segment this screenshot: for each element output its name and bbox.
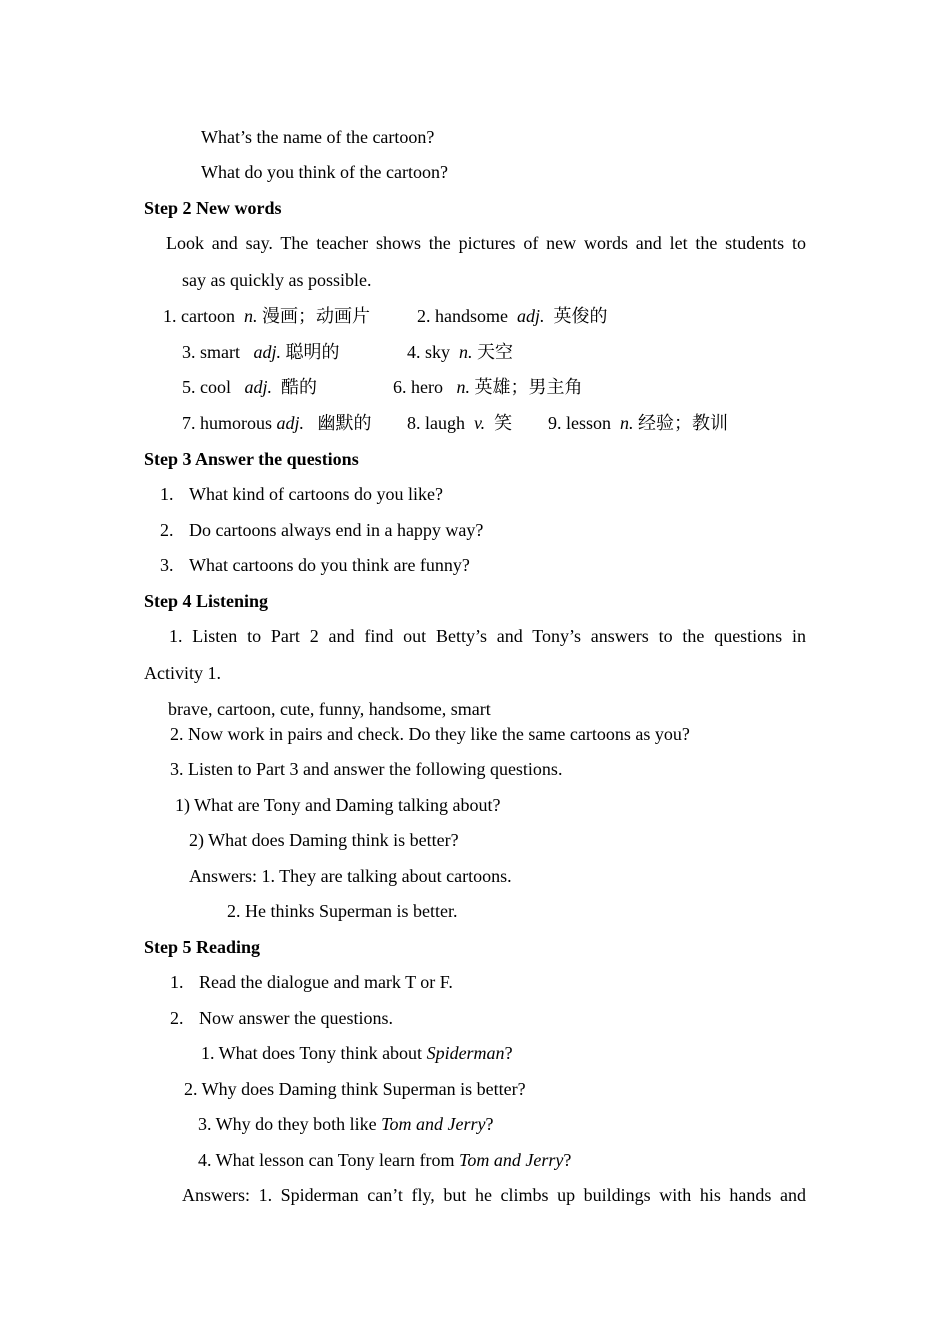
- list-item: Read the dialogue and mark T or F.: [199, 972, 453, 992]
- vocab-meaning: 英俊的: [553, 306, 608, 326]
- list-item-number: 3.: [160, 555, 174, 575]
- vocab-meaning: 英雄；男主角: [474, 377, 583, 397]
- vocab-item: [548, 412, 728, 434]
- step5-question-4: [198, 1149, 571, 1171]
- step5-question-1: [201, 1042, 513, 1064]
- step4-sub-question-1: 1) What are Tony and Daming talking about?: [175, 795, 501, 815]
- vocab-pos: adj.: [276, 413, 305, 433]
- vocab-word: 2. handsome: [417, 306, 508, 326]
- question-text: 1. What does Tony think about: [201, 1043, 427, 1063]
- step4-answer-1: Answers: 1. They are talking about cartoons.: [189, 866, 512, 886]
- list-item-number: 2.: [160, 520, 174, 540]
- step5-answers-line: Answers: 1. Spiderman can’t fly, but he climbs up buildings with his hands and: [182, 1185, 806, 1205]
- vocab-word: 4. sky: [407, 342, 451, 362]
- vocab-word: 9. lesson: [548, 413, 611, 433]
- vocab-meaning: 笑: [494, 413, 513, 433]
- intro-question-1: What’s the name of the cartoon?: [201, 127, 435, 147]
- cartoon-title: Tom and Jerry: [459, 1150, 564, 1170]
- step2-instruction-line-2: say as quickly as possible.: [182, 270, 372, 290]
- list-item: What cartoons do you think are funny?: [189, 555, 470, 575]
- vocab-item: [393, 376, 582, 398]
- vocab-pos: adj.: [253, 342, 282, 362]
- vocab-word: 5. cool: [182, 377, 231, 397]
- word-bank: brave, cartoon, cute, funny, handsome, smart: [168, 699, 491, 719]
- vocab-item: [407, 412, 512, 434]
- vocab-pos: v.: [474, 413, 486, 433]
- step4-task1-line-2: Activity 1.: [144, 663, 221, 683]
- question-mark: ?: [504, 1043, 513, 1063]
- vocab-meaning: 聪明的: [285, 342, 340, 362]
- question-mark: ?: [485, 1114, 494, 1134]
- vocab-item: [163, 305, 370, 327]
- step4-heading: Step 4 Listening: [144, 591, 269, 611]
- vocab-item: [182, 376, 317, 398]
- vocab-meaning: 漫画；动画片: [261, 306, 370, 326]
- step5-heading: Step 5 Reading: [144, 937, 261, 957]
- step4-task2: 2. Now work in pairs and check. Do they like the same cartoons as you?: [170, 724, 690, 744]
- step4-task1-line-1: 1. Listen to Part 2 and find out Betty’s and Tony’s answers to the questions in: [169, 626, 806, 646]
- cartoon-title: Tom and Jerry: [381, 1114, 486, 1134]
- vocab-pos: n.: [456, 377, 470, 397]
- list-item: Now answer the questions.: [199, 1008, 393, 1028]
- step4-sub-question-2: 2) What does Daming think is better?: [189, 830, 459, 850]
- vocab-item: [407, 341, 513, 363]
- step2-heading: Step 2 New words: [144, 198, 282, 218]
- vocab-item: [417, 305, 608, 327]
- step3-heading: Step 3 Answer the questions: [144, 449, 359, 469]
- vocab-word: 7. humorous: [182, 413, 272, 433]
- list-item-number: 1.: [160, 484, 174, 504]
- vocab-word: 3. smart: [182, 342, 240, 362]
- question-mark: ?: [563, 1150, 572, 1170]
- cartoon-title: Spiderman: [426, 1043, 505, 1063]
- list-item: What kind of cartoons do you like?: [189, 484, 443, 504]
- vocab-meaning: 幽默的: [317, 413, 372, 433]
- vocab-meaning: 酷的: [281, 377, 318, 397]
- vocab-meaning: 天空: [477, 342, 514, 362]
- vocab-pos: adj.: [244, 377, 273, 397]
- question-text: 4. What lesson can Tony learn from: [198, 1150, 460, 1170]
- list-item-number: 1.: [170, 972, 184, 992]
- vocab-pos: n.: [620, 413, 634, 433]
- vocab-pos: n.: [243, 306, 258, 326]
- vocab-item: [182, 341, 340, 363]
- vocab-word: 1. cartoon: [163, 306, 235, 326]
- step5-question-2: 2. Why does Daming think Superman is better?: [184, 1079, 526, 1099]
- vocab-word: 8. laugh: [407, 413, 465, 433]
- vocab-pos: adj.: [516, 306, 545, 326]
- list-item-number: 2.: [170, 1008, 184, 1028]
- vocab-item: [182, 412, 372, 434]
- vocab-pos: n.: [459, 342, 473, 362]
- question-text: 3. Why do they both like: [198, 1114, 382, 1134]
- step5-question-3: [198, 1113, 494, 1135]
- step4-task3: 3. Listen to Part 3 and answer the following questions.: [170, 759, 563, 779]
- step4-answer-2: 2. He thinks Superman is better.: [227, 901, 458, 921]
- list-item: Do cartoons always end in a happy way?: [189, 520, 484, 540]
- intro-question-2: What do you think of the cartoon?: [201, 162, 448, 182]
- vocab-meaning: 经验；教训: [638, 413, 728, 433]
- vocab-word: 6. hero: [393, 377, 443, 397]
- step2-instruction-line-1: Look and say. The teacher shows the pictures of new words and let the students to: [166, 233, 806, 253]
